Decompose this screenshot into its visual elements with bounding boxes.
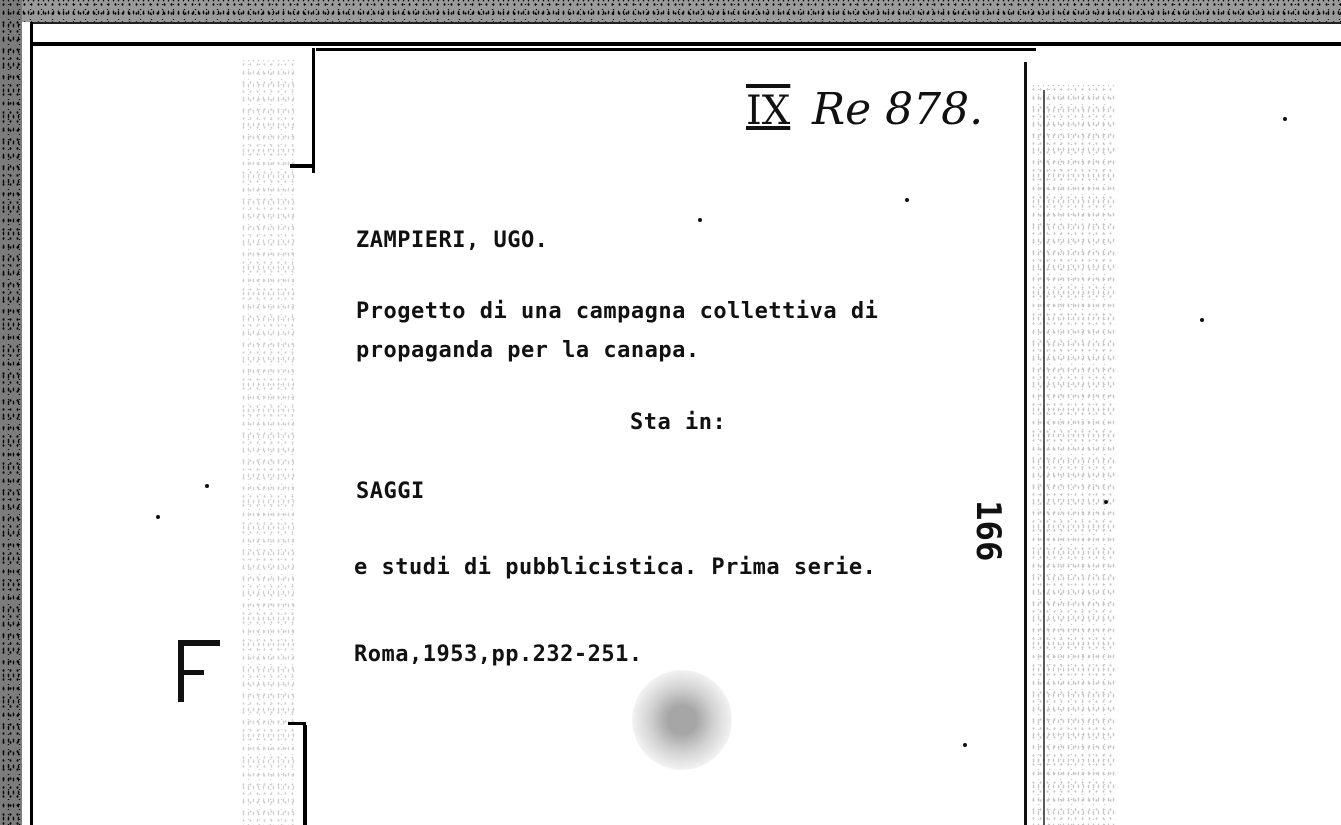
frame-line <box>30 22 1341 24</box>
sta-in-label: Sta in: <box>630 410 727 435</box>
series-continuation: e studi di pubblicistica. Prima serie. <box>354 555 877 580</box>
speck <box>1200 318 1204 322</box>
ink-stamp <box>632 670 732 770</box>
scan-noise <box>240 60 295 825</box>
shelfmark-number: Re 878. <box>812 84 984 135</box>
card-edge <box>290 164 315 168</box>
card-edge <box>316 48 1036 51</box>
card-edge <box>1024 62 1027 825</box>
speck <box>205 484 209 488</box>
card-edge <box>288 722 306 725</box>
scan-edge-left <box>0 0 22 825</box>
title-line-2: propaganda per la canapa. <box>356 338 700 363</box>
title-line-1: Progetto di una campagna collettiva di <box>356 299 879 324</box>
author-heading: ZAMPIERI, UGO. <box>356 228 549 253</box>
shelfmark-roman: IX <box>746 88 791 134</box>
frame-line <box>30 22 33 825</box>
speck <box>963 743 967 747</box>
speck <box>698 218 702 222</box>
speck <box>1104 500 1108 504</box>
side-number: 166 <box>968 500 1008 562</box>
scan-edge-top <box>0 0 1341 22</box>
series-heading: SAGGI <box>356 479 425 504</box>
card-edge <box>312 48 315 173</box>
speck <box>156 515 160 519</box>
card-edge <box>303 725 307 825</box>
speck <box>1283 117 1287 121</box>
frame-line <box>30 42 1341 46</box>
speck <box>905 198 909 202</box>
f-mark-glyph <box>178 640 218 702</box>
card-edge <box>1043 90 1045 825</box>
imprint-line: Roma,1953,pp.232-251. <box>354 642 643 667</box>
